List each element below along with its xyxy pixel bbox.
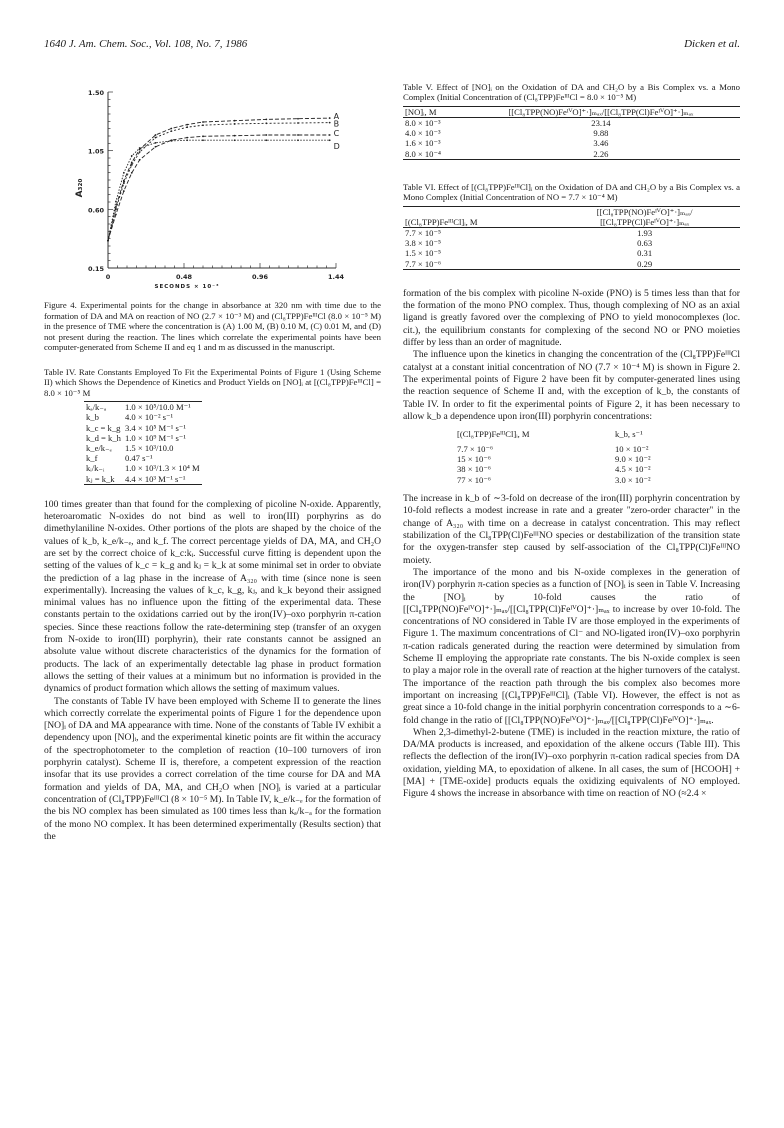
no-concentration: 4.0 × 10⁻³ (405, 128, 441, 139)
table-6-row (403, 228, 740, 239)
rate-constant-name: k_c = k_g (86, 422, 121, 433)
kb-table-row (453, 454, 655, 464)
kb-table (453, 429, 655, 485)
kb-table-row (453, 475, 655, 485)
data-point-c (123, 190, 125, 192)
data-point-c (115, 214, 117, 216)
paragraph: When 2,3-dimethyl-2-butene (TME) is included in the reaction mixture, the ratio of DA/MA products is increased, and epoxidation of the alkene occurs (Table III). This reflects the deflection of the iron(IV)–oxo porphyrin π-cation radical species from DA oxidation, yielding MA, to epoxidation of alkene. In all cases, the sum of [HCOOH] + [MA] + [TME-oxide] products equals the oxidizing equivalents of NO employed. Figure 4 shows the increase in absorbance with time on reaction of NO (≈2.4 × (403, 726, 740, 800)
complex-ratio: 0.29 (637, 258, 653, 269)
data-point-d (202, 139, 204, 141)
data-point-a (202, 121, 204, 123)
table-6-row (403, 259, 740, 270)
data-point-d (107, 240, 109, 242)
series-line-b (108, 123, 330, 241)
series-line-a (108, 118, 330, 241)
data-point-c (139, 159, 141, 161)
running-header (44, 38, 740, 54)
data-point-d (131, 155, 133, 157)
data-point-a (155, 134, 157, 136)
no-concentration: 1.6 × 10⁻³ (405, 138, 441, 149)
series-line-d (108, 140, 330, 240)
data-point-c (234, 135, 236, 137)
table-4-row (84, 474, 202, 485)
data-point-c (265, 134, 267, 136)
left-column (44, 82, 381, 843)
data-point-a (234, 120, 236, 122)
table-5-row (403, 149, 740, 160)
kb-value: 10 × 10⁻² (615, 443, 649, 454)
table-4-row (84, 453, 202, 463)
paragraph: The importance of the mono and bis N-oxide complexes in the generation of iron(IV) porphyrin π-cation species as a function of [NO]ᵢ is seen in Table V. Increasing the [NO]ᵢ by 10-fold causes the ratio of [[Cl₈TPP(NO)FeᴵⱽO]⁺·]ₘₐₓ/[[Cl₈TPP(Cl)FeᴵⱽO]⁺·]ₘₐₓ to increase by over 10-fold. The concentrations of NO considered in Table IV are those employed in the experiments of Figure 1. The maximum concentrations of Cl⁻ and NO-ligated iron(IV)–oxo porphyrin π-cation radicals generated during the reaction were determined by simulation from Scheme II employing the appropriate rate constants. The bis N-oxide complex is seen to play a major role in the overall rate of reaction at the higher turnovers of the catalyst. The importance of the reaction path through the bis complex also becomes more important on increasing [(Cl₈TPP)FeᴵᴵᴵCl]ᵢ (Table VI). However, the effect is not as great since a 10-fold change in the initial porphyrin concentration corresponds to a ∼6-fold change in the ratio of [[Cl₈TPP(NO)FeᴵⱽO]⁺·]ₘₐₓ/[[Cl₈TPP(Cl)FeᴵⱽO]⁺·]ₘₐₓ. (403, 566, 740, 726)
kb-value: 9.0 × 10⁻² (615, 453, 651, 464)
x-tick-label: 1.44 (327, 273, 345, 281)
data-point-d (186, 139, 188, 141)
table-4-row (84, 433, 202, 443)
data-point-b (265, 122, 267, 124)
table-4-row (84, 423, 202, 433)
complex-ratio: 9.88 (593, 128, 609, 139)
rate-constant-value: 0.47 s⁻¹ (124, 453, 153, 464)
data-point-a (131, 162, 133, 164)
data-point-c (202, 135, 204, 137)
rate-constant-value: 4.0 × 10⁻² s⁻¹ (124, 412, 174, 423)
rate-constant-name: k_d = k_h (86, 432, 121, 443)
y-tick-label: 0.60 (87, 206, 104, 215)
table-4-row (84, 463, 202, 473)
data-point-a (297, 118, 299, 120)
fe-concentration: 7.7 × 10⁻⁵ (405, 228, 442, 239)
paragraph: The increase in k_b of ∼3-fold on decrease of the iron(III) porphyrin concentration by 10-fold reflects a modest increase in rate and a greater "zero-order character" in the change of A₃₂₀ with time on a decrease in catalyst concentration. This may reflect stabilization of the Cl₈TPP(Cl)FeᴵᴵᴵNO species or destabilization of the transition state for the oxygen-transfer step caused by self-association of the Cl₈TPP(Cl)FeᴵᴵᴵNO moiety. (403, 493, 740, 566)
paragraph: formation of the bis complex with picoline N-oxide (PNO) is 5 times less than that for the formation of the mono PNO complex. Thus, though complexing of NO as an axial ligand is greatly favored over the complexing of PNO to yield monocomplexes (loc. cit.), the equilibrium constants for complexing of the second NO or PNO moieties differ by less than an order of magnitude. (403, 287, 740, 349)
no-concentration: 8.0 × 10⁻⁴ (405, 148, 442, 159)
author-header: Dicken et al. (684, 38, 740, 50)
data-point-b (123, 182, 125, 184)
data-point-b (186, 126, 188, 128)
data-point-b (155, 137, 157, 139)
table-4-row (84, 412, 202, 422)
data-point-d (329, 139, 331, 141)
table-6-header-fe: [(Cl₈TPP)FeᴵᴵᴵCl]ᵢ, M (405, 216, 478, 227)
data-point-b (115, 208, 117, 210)
series-label-c: C (333, 129, 340, 139)
fe-concentration: 3.8 × 10⁻⁵ (405, 238, 442, 249)
data-point-d (265, 139, 267, 141)
x-axis-label: SECONDS × 10⁻³ (154, 284, 220, 290)
paragraph: The constants of Table IV have been employed with Scheme II to generate the lines which correctly correlate the experimental points of Figure 1 for the dependence upon [NO]ᵢ of DA and MA appearance with time. None of the constants of Table IV exhibit a dependency upon [NO]ᵢ, and the experimental kinetic points are fit within the accuracy of the spectrophotometer to the completion of reaction (10–100 turnovers of iron porphyrin catalyst). Scheme II is, therefore, a competent expression of the reaction insofar that its use provides a correct correlation of the time course for DA and MA formation and yields of DA, MA, and CH₂O when [NO]ᵢ is varied at a particular concentration of (Cl₈TPP)FeᴵᴵᴵCl (8 × 10⁻⁵ M). In Table IV, k_e/k₋ₑ for the formation of the bis NO complex has been simulated as 100 times less than kₐ/k₋ₐ for the formation of the mono NO complex. It has been determined experimentally (Results section) that the (44, 695, 381, 842)
rate-constant-name: k_e/k₋ₑ (86, 443, 112, 453)
data-point-a (265, 118, 267, 120)
data-point-a (170, 128, 172, 130)
x-tick-label: 0.48 (175, 273, 193, 281)
table-6-caption: Table VI. Effect of [(Cl₈TPP)FeᴵᴵᴵCl]ᵢ on the Oxidation of DA and CH₂O by a Bis Complex vs. a Mono Complex (Initial Concentration of NO = 7.7 × 10⁻⁴ M) (403, 181, 740, 203)
data-point-b (131, 164, 133, 166)
table-6-row (403, 238, 740, 248)
rate-constant-value: 1.0 × 10⁵/10.0 M⁻¹ (124, 402, 191, 413)
y-tick-label: 0.15 (87, 265, 104, 273)
table-5-row (403, 128, 740, 138)
data-point-a (115, 206, 117, 208)
kb-table-header-kb: k_b, s⁻¹ (615, 429, 643, 440)
data-point-b (234, 123, 236, 125)
complex-ratio: 3.46 (593, 138, 609, 149)
right-body-text (403, 288, 740, 801)
fe-concentration: 7.7 × 10⁻⁶ (405, 258, 442, 269)
no-concentration: 8.0 × 10⁻³ (405, 118, 441, 129)
table-4-body (84, 401, 202, 485)
y-axis-label: A₃₂₀ (75, 178, 85, 198)
series-label-d: D (333, 142, 340, 152)
kb-table-header-fe: [(Cl₈TPP)FeᴵᴵᴵCl]ᵢ, M (457, 429, 530, 440)
data-point-d (123, 172, 125, 174)
fe-concentration: 77 × 10⁻⁶ (457, 474, 491, 485)
complex-ratio: 0.31 (637, 248, 653, 259)
table-6-header-ratio-top: [[Cl₈TPP(NO)FeᴵⱽO]⁺·]ₘₐₓ/ (596, 206, 693, 217)
journal-citation: 1640 J. Am. Chem. Soc., Vol. 108, No. 7, 1986 (44, 38, 248, 50)
rate-constant-name: kᵢ/k₋ᵢ (86, 463, 105, 474)
table-4 (44, 367, 381, 485)
rate-constant-value: 1.5 × 10³/10.0 (124, 443, 174, 453)
x-tick-label: 0 (105, 273, 111, 281)
table-6-body (403, 206, 740, 270)
data-point-b (170, 130, 172, 132)
figure-4-caption: Figure 4. Experimental points for the change in absorbance at 320 nm with time due to the formation of DA and MA on reaction of NO (2.7 × 10⁻³ M) and (Cl₈TPP)FeᴵᴵᴵCl (8.0 × 10⁻⁵ M) in the presence of TME where the concentration is (A) 1.00 M, (B) 0.10 M, (C) 0.01 M, and (D) not present during the reaction. The lines which correlate the experimental points have been computer-generated from Scheme II and eq 1 and m as discussed in the manuscript. (44, 300, 381, 353)
table-5-body (403, 106, 740, 160)
table-5-row (403, 138, 740, 148)
table-5 (403, 82, 740, 160)
table-5-header-no: [NO]ᵢ, M (405, 106, 437, 117)
left-body-text (44, 499, 381, 843)
data-point-b (202, 124, 204, 126)
series-label-a: A (333, 112, 340, 122)
data-point-d (139, 147, 141, 149)
complex-ratio: 1.93 (637, 228, 653, 239)
data-point-d (155, 142, 157, 144)
data-point-c (131, 172, 133, 174)
fe-concentration: 7.7 × 10⁻⁶ (457, 443, 494, 454)
data-point-c (329, 134, 331, 136)
table-4-row (84, 443, 202, 453)
rate-constant-value: 1.0 × 10³/1.3 × 10⁴ M (124, 463, 200, 474)
kb-value: 4.5 × 10⁻² (615, 464, 651, 475)
data-point-c (186, 137, 188, 139)
fe-concentration: 1.5 × 10⁻⁵ (405, 248, 442, 259)
complex-ratio: 0.63 (637, 238, 653, 249)
data-point-d (115, 201, 117, 203)
data-point-c (297, 134, 299, 136)
data-point-b (139, 151, 141, 153)
table-4-row (84, 402, 202, 413)
rate-constant-value: 4.4 × 10³ M⁻¹ s⁻¹ (124, 473, 186, 484)
rate-constant-name: k_b (86, 412, 99, 423)
kb-value: 3.0 × 10⁻² (615, 474, 651, 485)
complex-ratio: 2.26 (593, 148, 609, 159)
rate-constant-name: kₐ/k₋ₐ (86, 402, 107, 413)
kb-table-row (453, 464, 655, 474)
data-point-d (234, 139, 236, 141)
y-tick-label: 1.05 (87, 147, 104, 156)
data-point-a (186, 124, 188, 126)
rate-constant-value: 3.4 × 10⁵ M⁻¹ s⁻¹ (124, 422, 186, 433)
right-column (403, 82, 740, 801)
data-point-b (297, 122, 299, 124)
series-label-b: B (333, 119, 340, 129)
data-point-c (155, 146, 157, 148)
data-point-a (329, 117, 331, 119)
paragraph: 100 times greater than that found for the complexing of picoline N-oxide. Apparently, heteroaromatic N-oxides do not bind as well to iron(III) porphyrins as do dimethylaniline N-oxides. Other portions of the plots are shaped by the choice of the values of k_b, k_e/k₋ₑ, and k_f. The correct percentage yields of DA, MA, and CH₂O are set by the correct choice of k_c:kᵢ. Successful curve fitting is dependent upon the setting of the values of k_c = k_g and kⱼ = k_k at some minimal set in order to obviate the prediction of a lag phase in the increase of A₃₂₀ with time (since none is seen experimentally). Increasing the values of k_c, k_g, kⱼ, and k_k beyond their assigned minimal values has no influence upon the fitting of the experimental data. These constants pertain to the oxidations carried out by the iron(IV)–oxo porphyrin π-cation species. Since these reactions follow the rate-determining step (transfer of an oxygen from N-oxide to iron(III) porphyrin), their rate constants cannot be assigned an absolute value without discrete characteristics of the dynamics for the formation of products. The lack of an experimentally detectable lag phase in product formation allows the setting of their values at a minimum but no information is provided in the dynamics of product formation which allows the setting of maximum values. (44, 498, 381, 695)
complex-ratio: 23.14 (591, 118, 611, 129)
table-4-caption: Table IV. Rate Constants Employed To Fit the Experimental Points of Figure 1 (Using Scheme II) which Shows the Dependence of Kinetics and Product Yields on [NO]ᵢ at [(Cl₈TPP)FeᴵᴵᴵCl] = 8.0 × 10⁻⁵ M (44, 366, 381, 398)
table-5-header-ratio: [[Cl₈TPP(NO)FeᴵⱽO]⁺·]ₘₐₓ/[[Cl₈TPP(Cl)FeᴵⱽO]⁺·]ₘₐₓ (508, 106, 694, 117)
rate-constant-name: k_f (86, 453, 98, 464)
data-point-d (297, 139, 299, 141)
data-point-b (329, 122, 331, 124)
rate-constant-value: 1.0 × 10⁹ M⁻¹ s⁻¹ (124, 432, 186, 443)
table-5-row (403, 118, 740, 129)
fe-concentration: 38 × 10⁻⁶ (457, 464, 491, 475)
figure-4-chart (44, 82, 381, 294)
kb-table-row (453, 444, 655, 454)
fe-concentration: 15 × 10⁻⁶ (457, 453, 491, 464)
x-tick-label: 0.96 (251, 273, 269, 281)
rate-constant-name: kⱼ = k_k (86, 473, 115, 484)
data-point-d (170, 140, 172, 142)
table-5-caption: Table V. Effect of [NO]ᵢ on the Oxidation of DA and CH₂O by a Bis Complex vs. a Mono Complex (Initial Concentration of (Cl₈TPP)FeᴵᴵᴵCl = 8.0 × 10⁻⁵ M) (403, 82, 740, 103)
table-6 (403, 182, 740, 270)
table-6-row (403, 248, 740, 258)
table-6-header-ratio (549, 206, 740, 227)
y-tick-label: 1.50 (87, 89, 104, 97)
paragraph: The influence upon the kinetics in changing the concentration of the (Cl₈TPP)FeᴵᴵᴵCl catalyst at a constant initial concentration of NO (7.7 × 10⁻⁴ M) is shown in Figure 2. The experimental points of Figure 2 have been fit by computer-generated lines using the reaction sequence of Scheme II and, with the exception of k_b, the constants of Table IV. In order to fit the experimental points of Figure 2, it has been necessary to allow k_b a dependence upon iron(III) porphyrin concentrations: (403, 349, 740, 422)
table-6-header-ratio-bot: [[Cl₈TPP(Cl)FeᴵⱽO]⁺·]ₘₐₓ (600, 216, 690, 227)
